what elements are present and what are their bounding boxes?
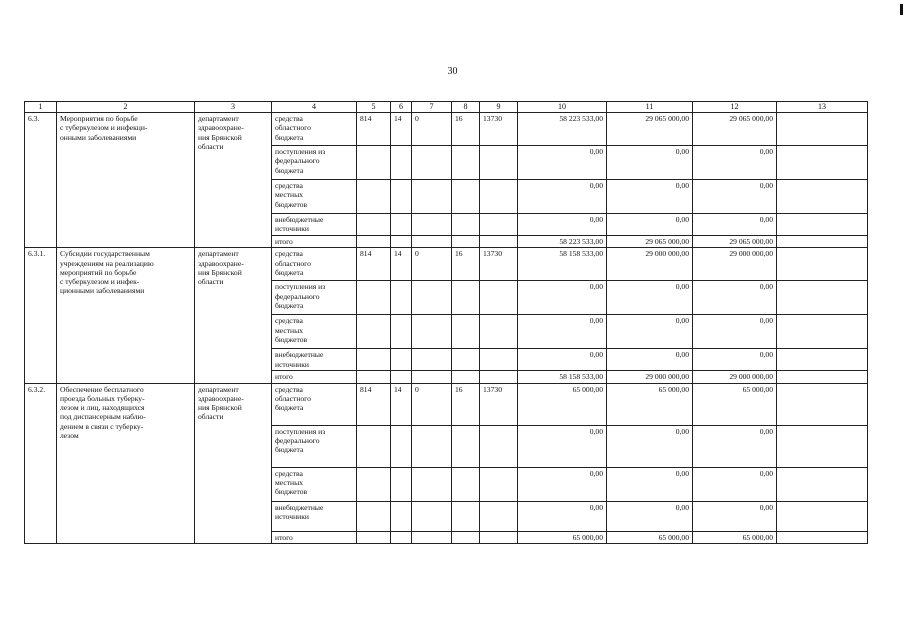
budget-code-cell bbox=[391, 467, 412, 501]
item-number-cell: 6.3.2. bbox=[25, 383, 57, 543]
funding-source-cell: поступления из федерального бюджета bbox=[272, 281, 357, 315]
budget-code-cell bbox=[480, 349, 518, 371]
page-number: 30 bbox=[447, 66, 458, 77]
note-cell bbox=[777, 383, 868, 425]
budget-code-cell bbox=[391, 501, 412, 531]
amount-cell: 0,00 bbox=[607, 425, 693, 467]
budget-code-cell bbox=[480, 501, 518, 531]
header-cell: 3 bbox=[195, 102, 272, 113]
funding-source-cell: внебюджетные источники bbox=[272, 214, 357, 236]
budget-code-cell: 16 bbox=[452, 113, 480, 146]
amount-cell: 58 158 533,00 bbox=[518, 248, 607, 281]
budget-code-cell bbox=[357, 146, 391, 180]
amount-cell: 0,00 bbox=[693, 349, 777, 371]
budget-code-cell: 814 bbox=[357, 113, 391, 146]
amount-cell: 0,00 bbox=[518, 501, 607, 531]
amount-cell: 0,00 bbox=[607, 315, 693, 349]
budget-code-cell bbox=[452, 349, 480, 371]
funding-source-cell: внебюджетные источники bbox=[272, 501, 357, 531]
amount-cell: 0,00 bbox=[607, 281, 693, 315]
budget-code-cell: 16 bbox=[452, 383, 480, 425]
budget-code-cell: 14 bbox=[391, 113, 412, 146]
budget-code-cell bbox=[452, 425, 480, 467]
budget-code-cell bbox=[357, 315, 391, 349]
amount-cell: 0,00 bbox=[693, 467, 777, 501]
amount-cell: 0,00 bbox=[518, 467, 607, 501]
budget-code-cell bbox=[452, 146, 480, 180]
amount-cell: 0,00 bbox=[607, 146, 693, 180]
header-cell: 1 bbox=[25, 102, 57, 113]
budget-code-cell bbox=[480, 315, 518, 349]
executor-cell: департамент здравоохране- ния Брянской области bbox=[195, 383, 272, 543]
amount-cell: 29 000 000,00 bbox=[693, 371, 777, 383]
note-cell bbox=[777, 146, 868, 180]
header-cell: 11 bbox=[607, 102, 693, 113]
amount-cell: 29 000 000,00 bbox=[607, 248, 693, 281]
funding-source-cell: средства местных бюджетов bbox=[272, 315, 357, 349]
item-number-cell: 6.3.1. bbox=[25, 248, 57, 383]
executor-cell: департамент здравоохране- ния Брянской области bbox=[195, 113, 272, 248]
budget-code-cell bbox=[357, 281, 391, 315]
budget-code-cell bbox=[412, 467, 452, 501]
budget-code-cell bbox=[412, 146, 452, 180]
amount-cell: 29 000 000,00 bbox=[693, 248, 777, 281]
budget-code-cell bbox=[480, 531, 518, 543]
budget-code-cell bbox=[412, 315, 452, 349]
funding-source-cell: итого bbox=[272, 371, 357, 383]
amount-cell: 0,00 bbox=[693, 425, 777, 467]
budget-code-cell bbox=[412, 371, 452, 383]
budget-code-cell bbox=[391, 180, 412, 214]
funding-source-cell: итого bbox=[272, 531, 357, 543]
funding-source-cell: средства областного бюджета bbox=[272, 113, 357, 146]
budget-code-cell bbox=[480, 467, 518, 501]
note-cell bbox=[777, 425, 868, 467]
funding-source-cell: итого bbox=[272, 236, 357, 248]
item-number-cell: 6.3. bbox=[25, 113, 57, 248]
budget-code-cell bbox=[412, 236, 452, 248]
amount-cell: 0,00 bbox=[693, 281, 777, 315]
budget-code-cell bbox=[480, 236, 518, 248]
budget-code-cell bbox=[357, 501, 391, 531]
budget-code-cell bbox=[391, 281, 412, 315]
funding-source-cell: внебюджетные источники bbox=[272, 349, 357, 371]
budget-code-cell bbox=[391, 371, 412, 383]
item-name-cell: Субсидии государственным учреждениям на реализацию мероприятий по борьбе с туберкулезом и инфек- ционными заболеваниями bbox=[57, 248, 195, 383]
note-cell bbox=[777, 214, 868, 236]
header-cell: 6 bbox=[391, 102, 412, 113]
amount-cell: 65 000,00 bbox=[518, 383, 607, 425]
funding-source-cell: поступления из федерального бюджета bbox=[272, 425, 357, 467]
amount-cell: 65 000,00 bbox=[607, 531, 693, 543]
item-name-cell: Обеспечение бесплатного проезда больных туберку- лезом и лиц, находящихся под диспансерным наблю- дением в связи с туберку- лезом bbox=[57, 383, 195, 543]
header-cell: 8 bbox=[452, 102, 480, 113]
amount-cell: 29 000 000,00 bbox=[607, 371, 693, 383]
budget-code-cell bbox=[357, 425, 391, 467]
budget-code-cell bbox=[357, 349, 391, 371]
funding-source-cell: средства местных бюджетов bbox=[272, 180, 357, 214]
note-cell bbox=[777, 281, 868, 315]
funding-source-cell: средства областного бюджета bbox=[272, 383, 357, 425]
budget-code-cell bbox=[452, 315, 480, 349]
budget-code-cell bbox=[412, 180, 452, 214]
budget-code-cell bbox=[357, 531, 391, 543]
amount-cell: 29 065 000,00 bbox=[607, 113, 693, 146]
budget-code-cell bbox=[412, 214, 452, 236]
budget-code-cell bbox=[452, 371, 480, 383]
budget-code-cell bbox=[357, 467, 391, 501]
budget-code-cell bbox=[452, 531, 480, 543]
note-cell bbox=[777, 467, 868, 501]
scan-edge-mark bbox=[900, 4, 903, 15]
header-row bbox=[25, 102, 868, 113]
budget-code-cell bbox=[391, 531, 412, 543]
header-cell: 10 bbox=[518, 102, 607, 113]
header-cell: 4 bbox=[272, 102, 357, 113]
budget-code-cell bbox=[412, 281, 452, 315]
budget-code-cell bbox=[391, 236, 412, 248]
amount-cell: 0,00 bbox=[607, 501, 693, 531]
header-cell: 9 bbox=[480, 102, 518, 113]
budget-code-cell bbox=[412, 501, 452, 531]
budget-code-cell: 814 bbox=[357, 383, 391, 425]
note-cell bbox=[777, 180, 868, 214]
amount-cell: 29 065 000,00 bbox=[607, 236, 693, 248]
note-cell bbox=[777, 315, 868, 349]
amount-cell: 0,00 bbox=[693, 180, 777, 214]
budget-code-cell bbox=[480, 371, 518, 383]
executor-cell: департамент здравоохране- ния Брянской области bbox=[195, 248, 272, 383]
item-name-cell: Мероприятия по борьбе с туберкулезом и инфекци- онными заболеваниями bbox=[57, 113, 195, 248]
amount-cell: 65 000,00 bbox=[518, 531, 607, 543]
budget-code-cell: 14 bbox=[391, 383, 412, 425]
note-cell bbox=[777, 349, 868, 371]
note-cell bbox=[777, 248, 868, 281]
budget-code-cell: 13730 bbox=[480, 113, 518, 146]
budget-code-cell bbox=[452, 214, 480, 236]
funding-source-cell: поступления из федерального бюджета bbox=[272, 146, 357, 180]
funding-source-cell: средства областного бюджета bbox=[272, 248, 357, 281]
budget-code-cell bbox=[452, 501, 480, 531]
budget-code-cell bbox=[391, 349, 412, 371]
budget-code-cell bbox=[412, 425, 452, 467]
budget-code-cell bbox=[452, 180, 480, 214]
budget-code-cell: 0 bbox=[412, 113, 452, 146]
budget-code-cell bbox=[480, 214, 518, 236]
amount-cell: 0,00 bbox=[518, 281, 607, 315]
header-cell: 13 bbox=[777, 102, 868, 113]
budget-code-cell bbox=[391, 146, 412, 180]
header-cell: 5 bbox=[357, 102, 391, 113]
amount-cell: 0,00 bbox=[518, 349, 607, 371]
amount-cell: 0,00 bbox=[607, 214, 693, 236]
budget-code-cell: 814 bbox=[357, 248, 391, 281]
note-cell bbox=[777, 113, 868, 146]
budget-code-cell: 14 bbox=[391, 248, 412, 281]
budget-code-cell bbox=[391, 425, 412, 467]
note-cell bbox=[777, 501, 868, 531]
budget-code-cell bbox=[412, 349, 452, 371]
budget-code-cell bbox=[480, 146, 518, 180]
amount-cell: 0,00 bbox=[607, 180, 693, 214]
amount-cell: 0,00 bbox=[693, 214, 777, 236]
amount-cell: 58 223 533,00 bbox=[518, 236, 607, 248]
amount-cell: 58 223 533,00 bbox=[518, 113, 607, 146]
amount-cell: 0,00 bbox=[693, 146, 777, 180]
amount-cell: 58 158 533,00 bbox=[518, 371, 607, 383]
budget-code-cell: 13730 bbox=[480, 248, 518, 281]
amount-cell: 0,00 bbox=[607, 467, 693, 501]
amount-cell: 29 065 000,00 bbox=[693, 113, 777, 146]
amount-cell: 65 000,00 bbox=[607, 383, 693, 425]
amount-cell: 29 065 000,00 bbox=[693, 236, 777, 248]
budget-code-cell bbox=[357, 236, 391, 248]
budget-code-cell bbox=[391, 315, 412, 349]
note-cell bbox=[777, 371, 868, 383]
note-cell bbox=[777, 531, 868, 543]
table-row bbox=[25, 383, 868, 425]
budget-code-cell bbox=[357, 180, 391, 214]
amount-cell: 0,00 bbox=[518, 146, 607, 180]
budget-code-cell bbox=[452, 281, 480, 315]
budget-code-cell bbox=[480, 180, 518, 214]
note-cell bbox=[777, 236, 868, 248]
budget-code-cell bbox=[480, 425, 518, 467]
header-cell: 2 bbox=[57, 102, 195, 113]
budget-code-cell: 0 bbox=[412, 383, 452, 425]
budget-code-cell: 16 bbox=[452, 248, 480, 281]
budget-code-cell bbox=[391, 214, 412, 236]
budget-code-cell bbox=[480, 281, 518, 315]
header-cell: 7 bbox=[412, 102, 452, 113]
amount-cell: 0,00 bbox=[518, 214, 607, 236]
amount-cell: 0,00 bbox=[607, 349, 693, 371]
budget-code-cell: 0 bbox=[412, 248, 452, 281]
header-cell: 12 bbox=[693, 102, 777, 113]
amount-cell: 0,00 bbox=[693, 315, 777, 349]
table-row bbox=[25, 248, 868, 281]
amount-cell: 65 000,00 bbox=[693, 383, 777, 425]
budget-code-cell bbox=[412, 531, 452, 543]
budget-code-cell bbox=[452, 467, 480, 501]
amount-cell: 0,00 bbox=[693, 501, 777, 531]
budget-code-cell bbox=[357, 214, 391, 236]
amount-cell: 0,00 bbox=[518, 315, 607, 349]
budget-code-cell bbox=[357, 371, 391, 383]
budget-table bbox=[24, 101, 868, 544]
amount-cell: 65 000,00 bbox=[693, 531, 777, 543]
budget-code-cell bbox=[452, 236, 480, 248]
amount-cell: 0,00 bbox=[518, 180, 607, 214]
amount-cell: 0,00 bbox=[518, 425, 607, 467]
funding-source-cell: средства местных бюджетов bbox=[272, 467, 357, 501]
budget-code-cell: 13730 bbox=[480, 383, 518, 425]
table-row bbox=[25, 113, 868, 146]
